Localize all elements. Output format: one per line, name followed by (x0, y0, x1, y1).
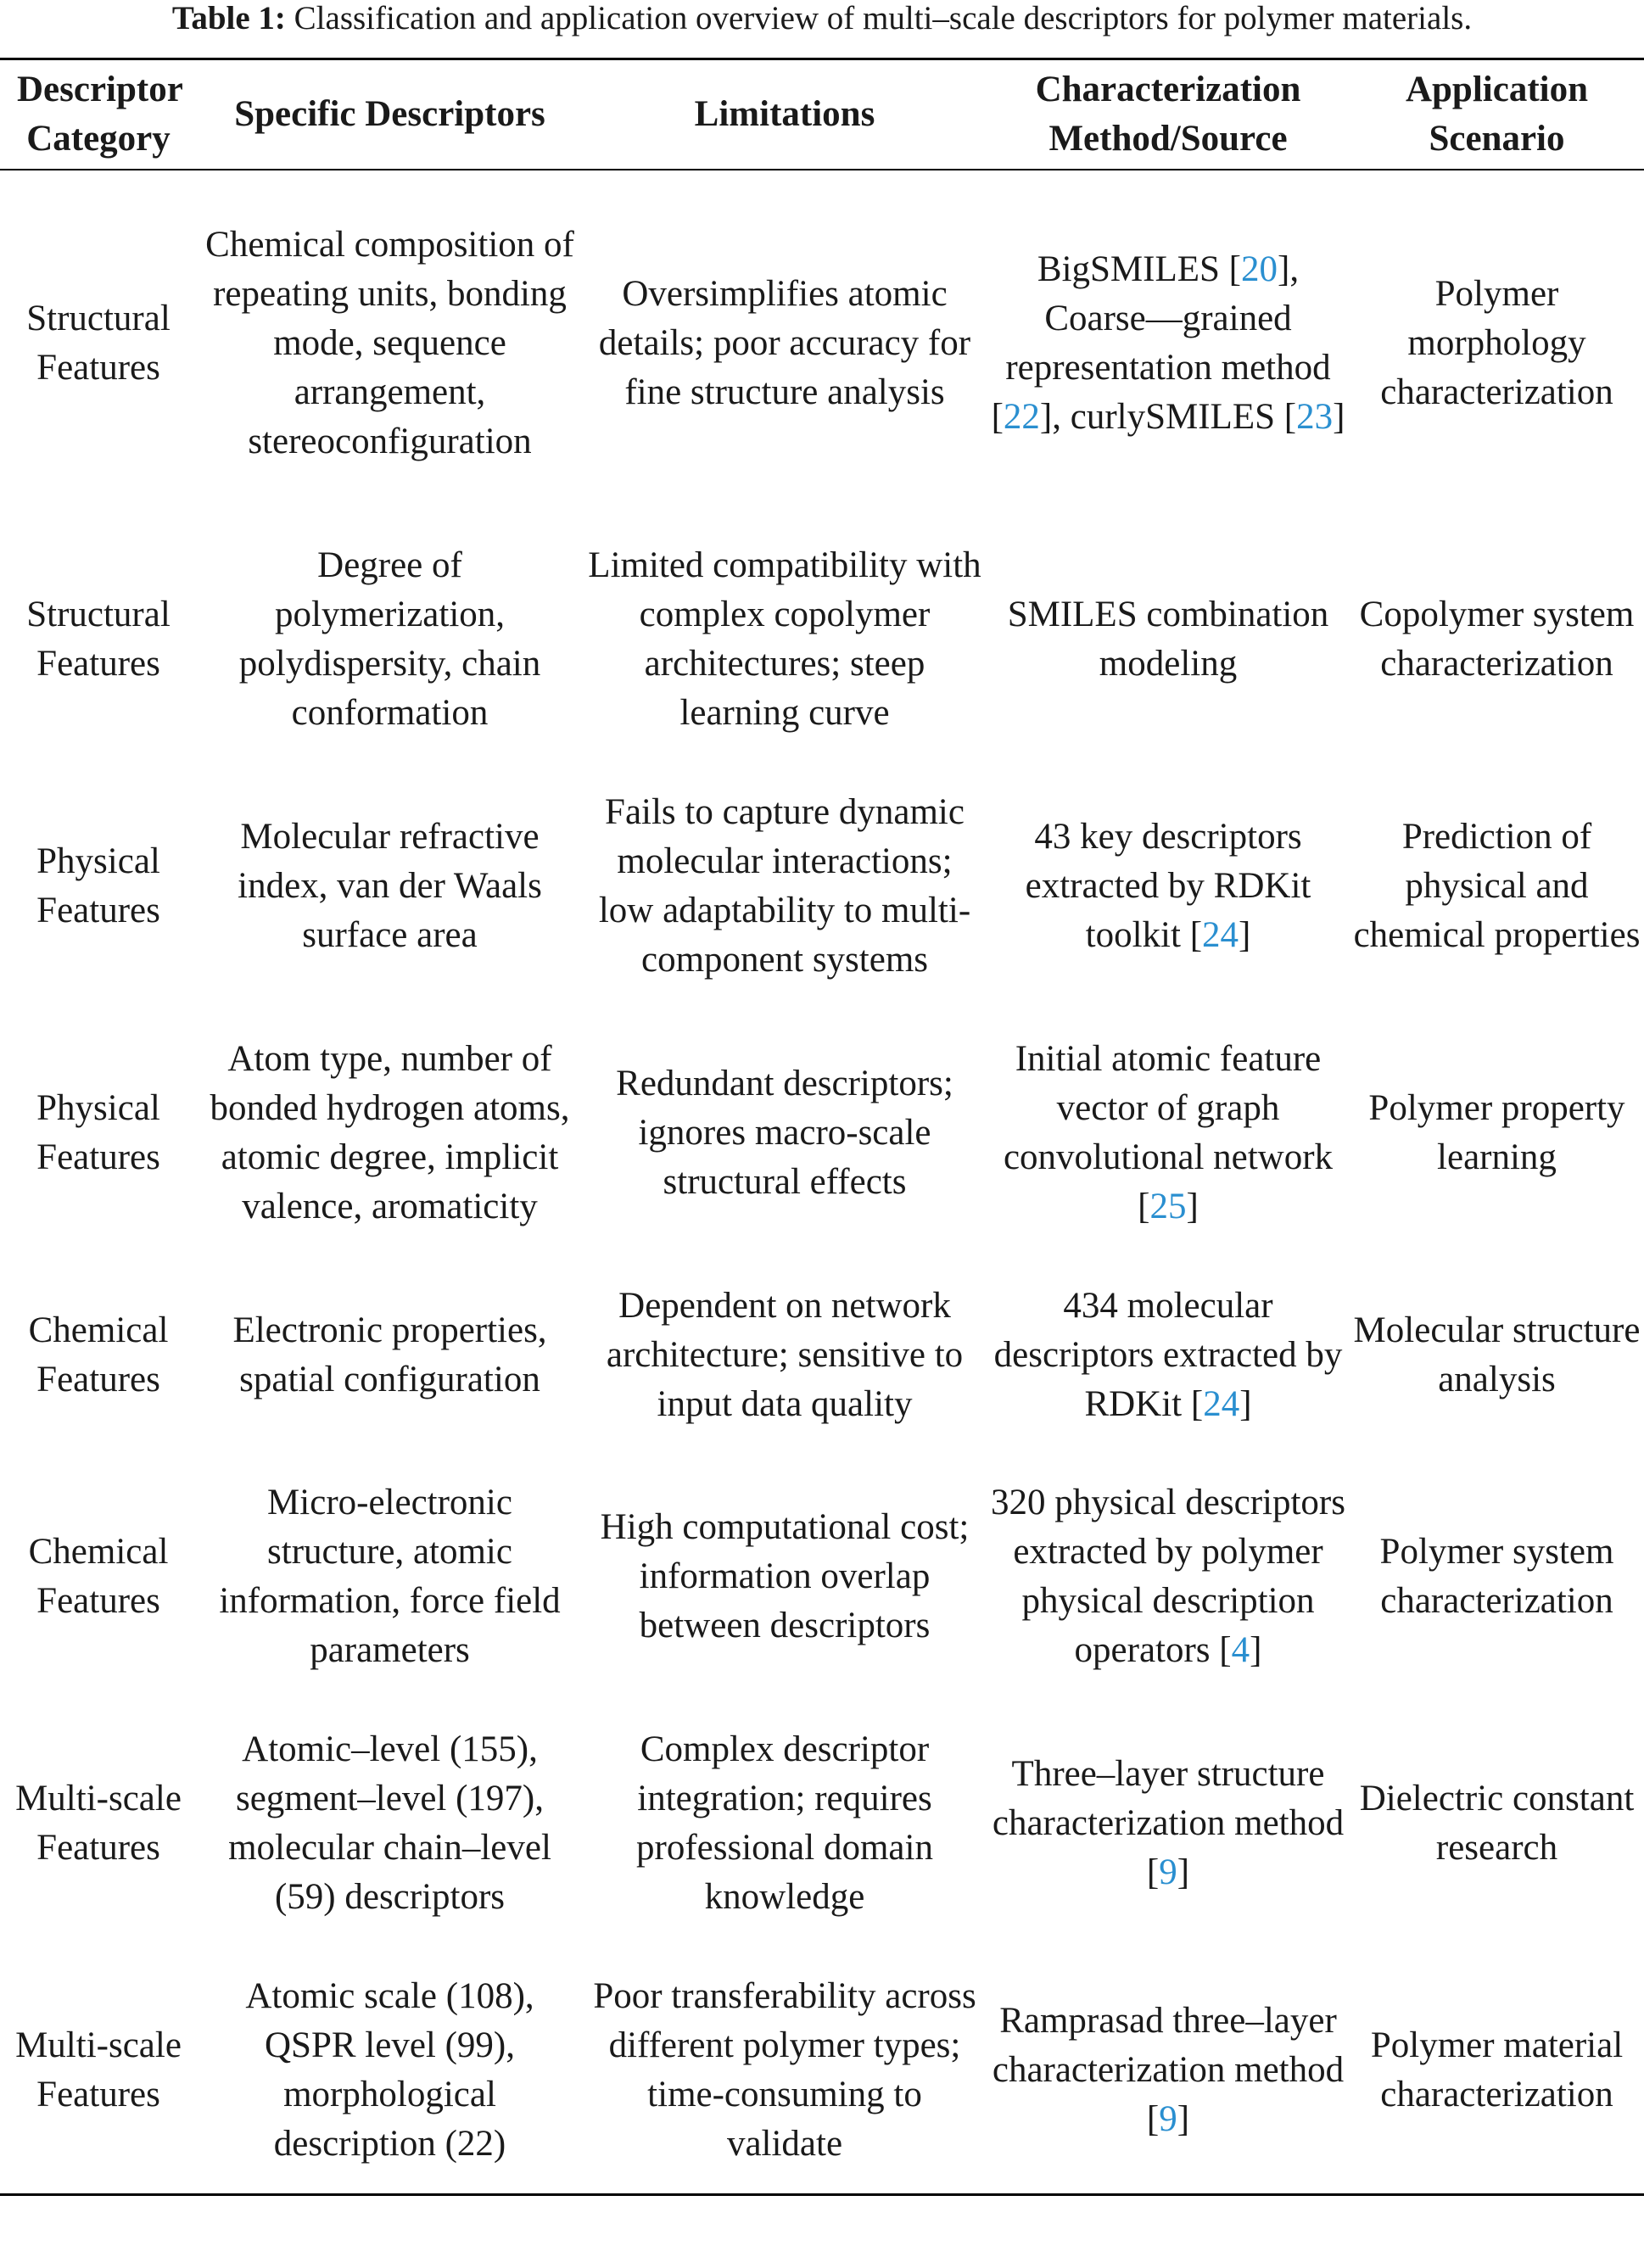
cell-limitations: Oversimplifies atomic details; poor accuracy for fine structure analysis (598, 274, 971, 412)
cell-category: Multi-scale Features (15, 2025, 182, 2114)
citation-ref: 25 (1149, 1187, 1187, 1226)
header-specific-descriptors: Specific Descriptors (234, 94, 545, 134)
cell-limitations: Dependent on network architecture; sensitive to input data quality (606, 1285, 964, 1424)
cell-application: Polymer system characterization (1379, 1532, 1614, 1621)
table-row (0, 1256, 1644, 1454)
header-row (0, 59, 1644, 170)
method-text: ] (1186, 1187, 1199, 1226)
method-text: Ramprasad three–layer characterization method [ (992, 2001, 1345, 2139)
cell-application: Copolymer system characterization (1359, 595, 1635, 684)
cell-application: Polymer material characterization (1370, 2025, 1624, 2114)
table-row (0, 517, 1644, 763)
table-row (0, 1454, 1644, 1700)
cell-category: Structural Features (26, 595, 171, 684)
citation-ref: 23 (1296, 397, 1334, 437)
cell-descriptors: Atomic–level (155), segment–level (197), molecular chain–level (59) descriptors (228, 1729, 551, 1917)
method-text: 43 key descriptors extracted by RDKit toolkit [ (1025, 817, 1311, 955)
table-row (0, 170, 1644, 517)
caption-label: Table 1: (171, 0, 286, 36)
table-row (0, 1010, 1644, 1256)
table-body (0, 170, 1644, 2195)
cell-method (987, 517, 1350, 763)
header-application-scenario: Application Scenario (1405, 70, 1589, 159)
table-row (0, 1700, 1644, 1947)
method-text: ], curlySMILES [ (1039, 397, 1297, 437)
cell-limitations: Redundant descriptors; ignores macro-scale structural effects (616, 1064, 953, 1202)
cell-application: Polymer property learning (1368, 1088, 1625, 1177)
method-text: BigSMILES [ (1037, 249, 1242, 289)
cell-application: Prediction of physical and chemical properties (1353, 817, 1641, 955)
cell-descriptors: Micro-electronic structure, atomic information, force field parameters (219, 1483, 561, 1670)
cell-category: Chemical Features (28, 1532, 169, 1621)
cell-category: Physical Features (36, 841, 160, 930)
method-text: ] (1239, 915, 1251, 955)
method-text: 434 molecular descriptors extracted by RDKit [ (993, 1285, 1343, 1424)
citation-ref: 9 (1159, 1852, 1177, 1892)
header-descriptor-category: Descriptor Category (17, 70, 183, 159)
cell-method (987, 1700, 1350, 1947)
cell-category: Physical Features (36, 1088, 160, 1177)
cell-method (987, 170, 1350, 517)
descriptor-table (0, 58, 1644, 2196)
method-text: ], Coarse—grained representation method [ (991, 249, 1331, 437)
cell-limitations: Limited compatibility with complex copolymer architectures; steep learning curve (588, 545, 981, 733)
cell-descriptors: Atom type, number of bonded hydrogen atoms, atomic degree, implicit valence, aromaticity (210, 1039, 570, 1226)
citation-ref: 4 (1231, 1630, 1250, 1670)
cell-method (987, 1256, 1350, 1454)
cell-method (987, 1947, 1350, 2195)
cell-method (987, 1454, 1350, 1700)
method-text: ] (1250, 1630, 1262, 1670)
header-limitations: Limitations (694, 94, 875, 134)
header-characterization-method: Characterization Method/Source (1035, 70, 1301, 159)
table-caption (0, 0, 1644, 37)
method-text: ] (1333, 397, 1345, 437)
cell-descriptors: Molecular refractive index, van der Waals surface area (238, 817, 542, 955)
descriptor-table-wrapper (0, 58, 1644, 2196)
table-row (0, 1947, 1644, 2195)
cell-category: Structural Features (26, 299, 171, 388)
cell-application: Molecular structure analysis (1353, 1310, 1641, 1399)
cell-category: Multi-scale Features (15, 1779, 182, 1868)
table-row (0, 763, 1644, 1010)
method-text: SMILES combination modeling (1007, 595, 1329, 684)
cell-category: Chemical Features (28, 1310, 169, 1399)
citation-ref: 24 (1203, 1383, 1240, 1424)
cell-limitations: Poor transferability across different polymer types; time-consuming to validate (593, 1976, 976, 2164)
citation-ref: 20 (1241, 249, 1278, 289)
cell-descriptors: Atomic scale (108), QSPR level (99), morphological description (22) (245, 1976, 534, 2164)
cell-application: Dielectric constant research (1359, 1779, 1635, 1868)
method-text: ] (1239, 1383, 1252, 1424)
method-text: ] (1177, 1852, 1190, 1892)
cell-limitations: Fails to capture dynamic molecular interactions; low adaptability to multi-component systems (598, 792, 971, 980)
method-text: Three–layer structure characterization method [ (992, 1754, 1345, 1892)
table-header (0, 59, 1644, 170)
cell-method (987, 763, 1350, 1010)
caption-text: Classification and application overview of multi–scale descriptors for polymer materials. (285, 0, 1473, 36)
citation-ref: 24 (1202, 915, 1239, 955)
method-text: ] (1177, 2099, 1190, 2139)
cell-method (987, 1010, 1350, 1256)
method-text: Initial atomic feature vector of graph convolutional network [ (1003, 1039, 1334, 1226)
citation-ref: 9 (1159, 2099, 1177, 2139)
citation-ref: 22 (1003, 397, 1040, 437)
cell-limitations: High computational cost; information overlap between descriptors (600, 1507, 970, 1645)
cell-descriptors: Electronic properties, spatial configuration (232, 1310, 547, 1399)
cell-descriptors: Degree of polymerization, polydispersity, chain conformation (238, 545, 541, 733)
cell-application: Polymer morphology characterization (1380, 274, 1613, 412)
method-text: 320 physical descriptors extracted by polymer physical description operators [ (991, 1483, 1345, 1670)
cell-limitations: Complex descriptor integration; requires professional domain knowledge (636, 1729, 933, 1917)
cell-descriptors: Chemical composition of repeating units, bonding mode, sequence arrangement, stereoconfiguration (205, 225, 574, 461)
